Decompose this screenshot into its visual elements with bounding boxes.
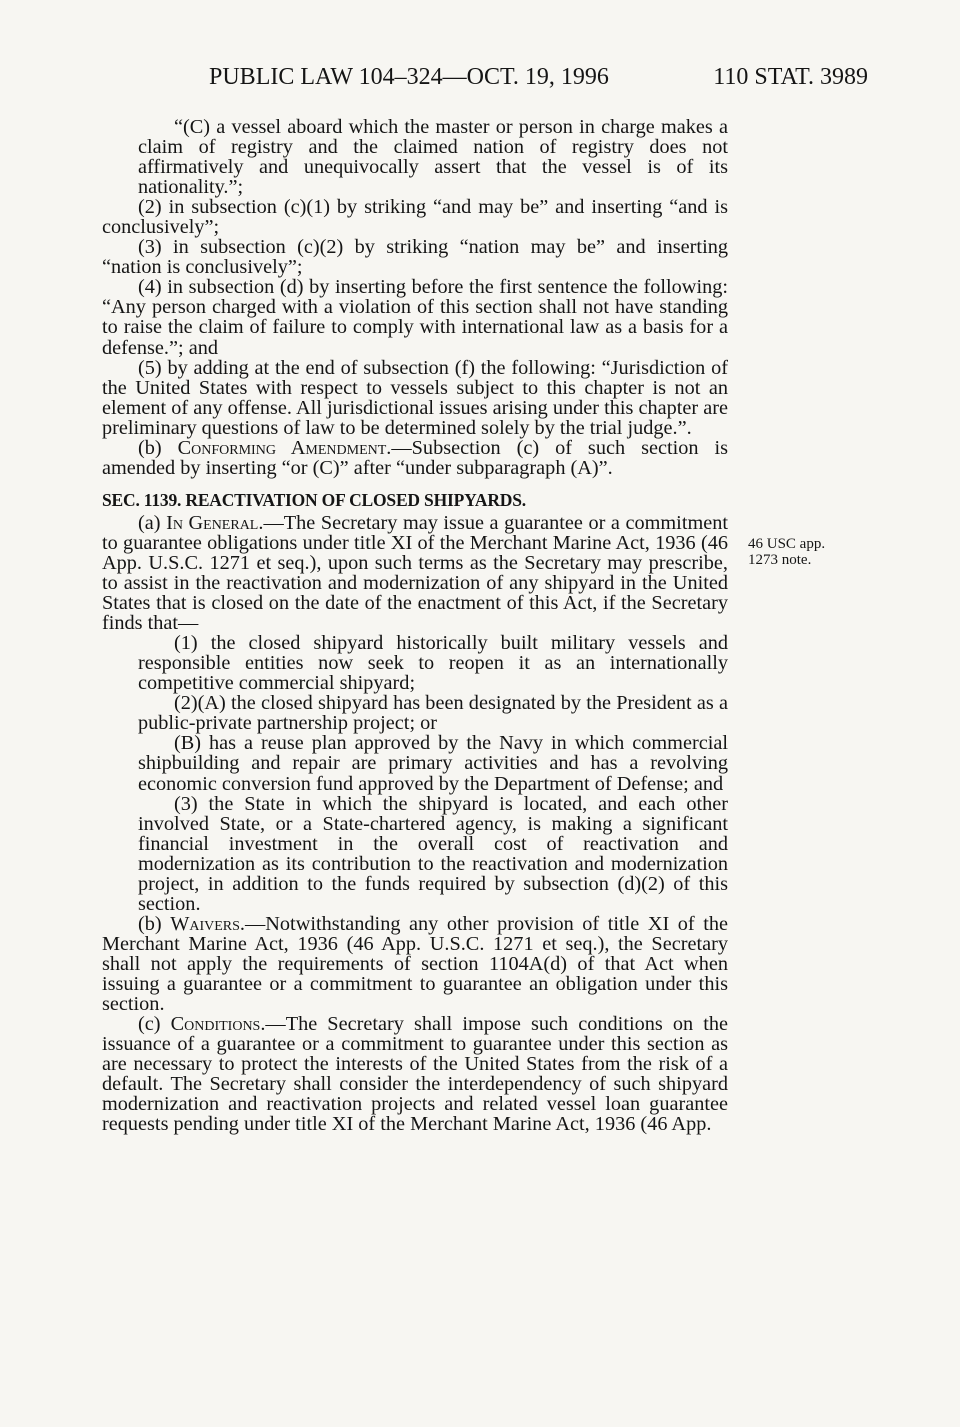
paragraph-finding-1: (1) the closed shipyard historically built military vessels and responsible entities now seek to reopen it as an internationally competitive commercial shipyard;	[138, 632, 728, 695]
paragraph-amendment-5: (5) by adding at the end of subsection (f) the following: “Jurisdiction of the United States with respect to vessels subject to this chapter is not an element of any offense. All jurisdictional issues arising under this chapter are preliminary questions of law to be determined solely by the trial judge.”.	[102, 356, 728, 439]
paragraph-in-general	[102, 513, 728, 633]
paragraph-waivers	[102, 914, 728, 1014]
paragraph-conforming-amendment	[102, 438, 728, 478]
subsection-label: (a)	[138, 511, 167, 534]
paragraph-amendment-3: (3) in subsection (c)(2) by striking “nation may be” and inserting “nation is conclusively”;	[102, 236, 728, 279]
header-statute-page: 110 STAT. 3989	[713, 64, 868, 90]
subsection-heading: Conditions	[170, 1013, 261, 1036]
paragraph-clause-c: “(C) a vessel aboard which the master or person in charge makes a claim of registry and the claimed nation of registry does not affirmatively and unequivocally assert that the vessel is of its nationality.”;	[138, 116, 728, 199]
subsection-heading: Waivers	[170, 912, 240, 935]
paragraph-amendment-2: (2) in subsection (c)(1) by striking “and may be” and inserting “and is conclusively”;	[102, 196, 728, 239]
running-header	[0, 64, 960, 94]
margin-note-line-1: 46 USC app.	[748, 536, 826, 552]
subsection-text: .—Subsection (c) of such section is amended by inserting “or (C)” after “under subparagraph (A)”.	[102, 436, 729, 479]
subsection-text: .—The Secretary may issue a guarantee or a commitment to guarantee obligations under title XI of the Merchant Marine Act, 1936 (46 App. U.S.C. 1271 et seq.), upon such terms as the Secretary may prescribe, to assist in the reactivation and modernization of any shipyard in the United States that is closed on the date of the enactment of this Act, if the Secretary finds that—	[102, 511, 729, 635]
subsection-label: (b)	[138, 436, 178, 459]
paragraph-amendment-4: (4) in subsection (d) by inserting before the first sentence the following: “Any person charged with a violation of this section shall not have standing to raise the claim of failure to comply with international law as a basis for a defense.”; and	[102, 276, 728, 359]
header-public-law: PUBLIC LAW 104–324—OCT. 19, 1996	[209, 64, 609, 90]
paragraph-finding-2b: (B) has a reuse plan approved by the Navy in which commercial shipbuilding and repair are primary activities and has a revolving economic conversion fund approved by the Department of Defense; and	[138, 732, 728, 795]
margin-note-line-2: 1273 note.	[748, 552, 812, 568]
paragraph-finding-3: (3) the State in which the shipyard is located, and each other involved State, or a State-chartered agency, is making a significant financial investment in the overall cost of reactivation and modernization as its contribution to the reactivation and modernization project, in addition to the funds required by subsection (d)(2) of this section.	[138, 792, 728, 915]
page-body	[102, 117, 728, 1134]
margin-citation-note	[748, 536, 825, 568]
subsection-heading: In General	[166, 511, 259, 534]
subsection-text: .—Notwithstanding any other provision of title XI of the Merchant Marine Act, 1936 (46 App. U.S.C. 1271 et seq.), the Secretary shall not apply the requirements of section 1104A(d) of that Act when issuing a guarantee or a commitment to guarantee an obligation under this section.	[102, 912, 729, 1016]
section-heading: SEC. 1139. REACTIVATION OF CLOSED SHIPYARDS.	[102, 489, 526, 510]
subsection-label: (b)	[138, 912, 171, 935]
paragraph-finding-2a: (2)(A) the closed shipyard has been designated by the President as a public-private partnership project; or	[138, 692, 728, 735]
subsection-label: (c)	[138, 1013, 171, 1036]
subsection-text: .—The Secretary shall impose such conditions on the issuance of a guarantee or a commitment to guarantee under this section as are necessary to protect the interests of the United States from the risk of a default. The Secretary shall consider the interdependency of such shipyard modernization and reactivation projects and related vessel loan guarantee requests pending under title XI of the Merchant Marine Act, 1936 (46 App.	[102, 1013, 728, 1136]
subsection-heading: Conforming Amendment	[177, 436, 387, 459]
paragraph-conditions	[102, 1014, 728, 1134]
